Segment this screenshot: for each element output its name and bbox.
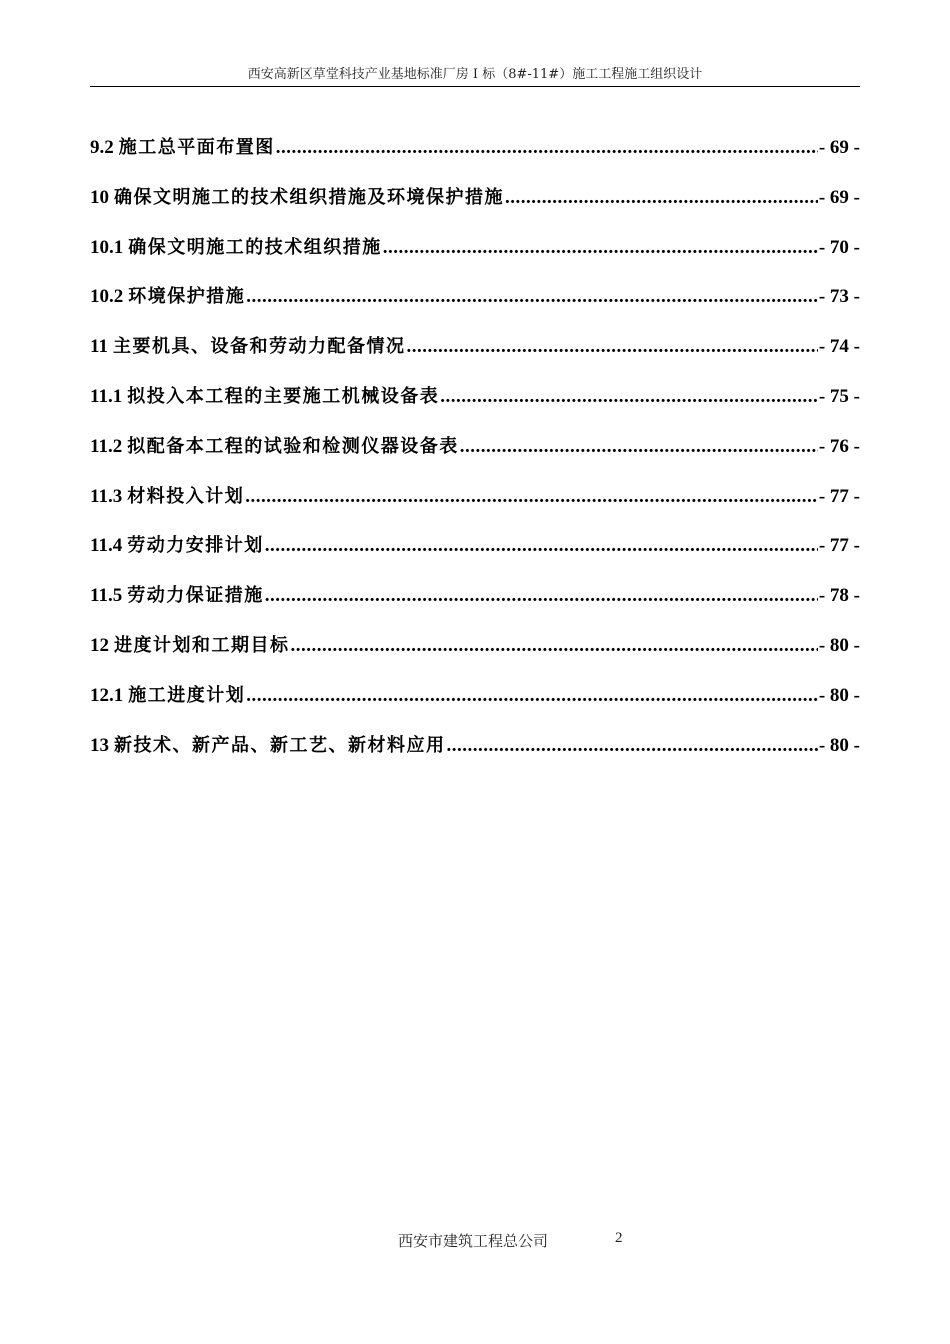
toc-entry-11-5[interactable] (90, 581, 860, 631)
toc-entry-number: 12.1 (90, 684, 124, 706)
toc-entry-page: - 70 - (818, 236, 860, 258)
toc-entry-10[interactable] (90, 183, 860, 233)
toc-entry-10-1[interactable] (90, 233, 860, 283)
toc-entry-title: 拟投入本工程的主要施工机械设备表 (127, 385, 440, 407)
toc-dot-leader (440, 386, 818, 408)
toc-dot-leader (447, 735, 818, 757)
toc-entry-title: 确保文明施工的技术组织措施 (128, 236, 382, 258)
toc-entry-title: 进度计划和工期目标 (114, 634, 290, 656)
footer-page-number: 2 (615, 1230, 623, 1246)
toc-entry-number: 11.3 (90, 485, 123, 507)
header-rule (90, 86, 860, 87)
toc-dot-leader (406, 336, 817, 358)
toc-dot-leader (276, 137, 818, 159)
toc-dot-leader (383, 237, 818, 259)
toc-entry-title: 拟配备本工程的试验和检测仪器设备表 (127, 435, 459, 457)
toc-entry-number: 11 (90, 336, 108, 358)
toc-entry-number: 11.1 (90, 385, 123, 407)
toc-entry-page: - 80 - (818, 684, 860, 706)
toc-dot-leader (291, 635, 818, 657)
toc-entry-title: 劳动力安排计划 (127, 535, 264, 557)
toc-entry-number: 9.2 (90, 137, 114, 158)
toc-entry-page: - 69 - (818, 186, 860, 208)
toc-entry-number: 11.4 (90, 535, 123, 557)
toc-dot-leader (460, 436, 818, 458)
toc-entry-title: 环境保护措施 (128, 286, 246, 308)
toc-entry-number: 10 (90, 186, 109, 208)
table-of-contents (90, 133, 860, 780)
toc-entry-title: 新技术、新产品、新工艺、新材料应用 (114, 734, 446, 756)
toc-entry-page: - 77 - (818, 535, 860, 557)
toc-dot-leader (246, 286, 818, 308)
toc-entry-title: 主要机具、设备和劳动力配备情况 (112, 336, 406, 358)
toc-entry-page: - 78 - (818, 585, 860, 607)
toc-entry-number: 10.1 (90, 236, 124, 258)
toc-entry-9-2[interactable] (90, 133, 860, 183)
toc-entry-number: 10.2 (90, 286, 124, 308)
toc-entry-10-2[interactable] (90, 282, 860, 332)
toc-entry-12[interactable] (90, 631, 860, 681)
toc-entry-title: 确保文明施工的技术组织措施及环境保护措施 (114, 186, 504, 208)
toc-entry-page: - 76 - (818, 435, 860, 457)
toc-dot-leader (505, 187, 818, 209)
toc-entry-13[interactable] (90, 731, 860, 781)
toc-entry-number: 13 (90, 734, 109, 756)
toc-entry-number: 11.2 (90, 435, 123, 457)
toc-dot-leader (245, 486, 818, 508)
toc-entry-12-1[interactable] (90, 681, 860, 731)
toc-dot-leader (265, 585, 818, 607)
toc-entry-title: 施工总平面布置图 (118, 137, 275, 158)
toc-entry-title: 劳动力保证措施 (127, 585, 264, 607)
toc-entry-page: - 74 - (818, 336, 860, 358)
toc-entry-page: - 73 - (818, 286, 860, 308)
toc-entry-11-2[interactable] (90, 432, 860, 482)
toc-entry-title: 施工进度计划 (128, 684, 246, 706)
toc-dot-leader (265, 535, 818, 557)
toc-entry-page: - 80 - (818, 634, 860, 656)
toc-entry-11-3[interactable] (90, 482, 860, 532)
toc-entry-page: - 80 - (818, 734, 860, 756)
toc-entry-page: - 69 - (818, 137, 860, 158)
toc-entry-number: 11.5 (90, 585, 123, 607)
toc-entry-title: 材料投入计划 (127, 485, 245, 507)
toc-entry-page: - 75 - (818, 385, 860, 407)
toc-entry-11-1[interactable] (90, 382, 860, 432)
toc-entry-number: 12 (90, 634, 109, 656)
toc-entry-11-4[interactable] (90, 531, 860, 581)
toc-dot-leader (246, 685, 818, 707)
toc-entry-11[interactable] (90, 332, 860, 382)
page-header: 西安高新区草堂科技产业基地标准厂房 I 标（8#-11#）施工工程施工组织设计 (247, 67, 703, 82)
toc-entry-page: - 77 - (818, 485, 860, 507)
footer-company-name: 西安市建筑工程总公司 (398, 1232, 549, 1250)
